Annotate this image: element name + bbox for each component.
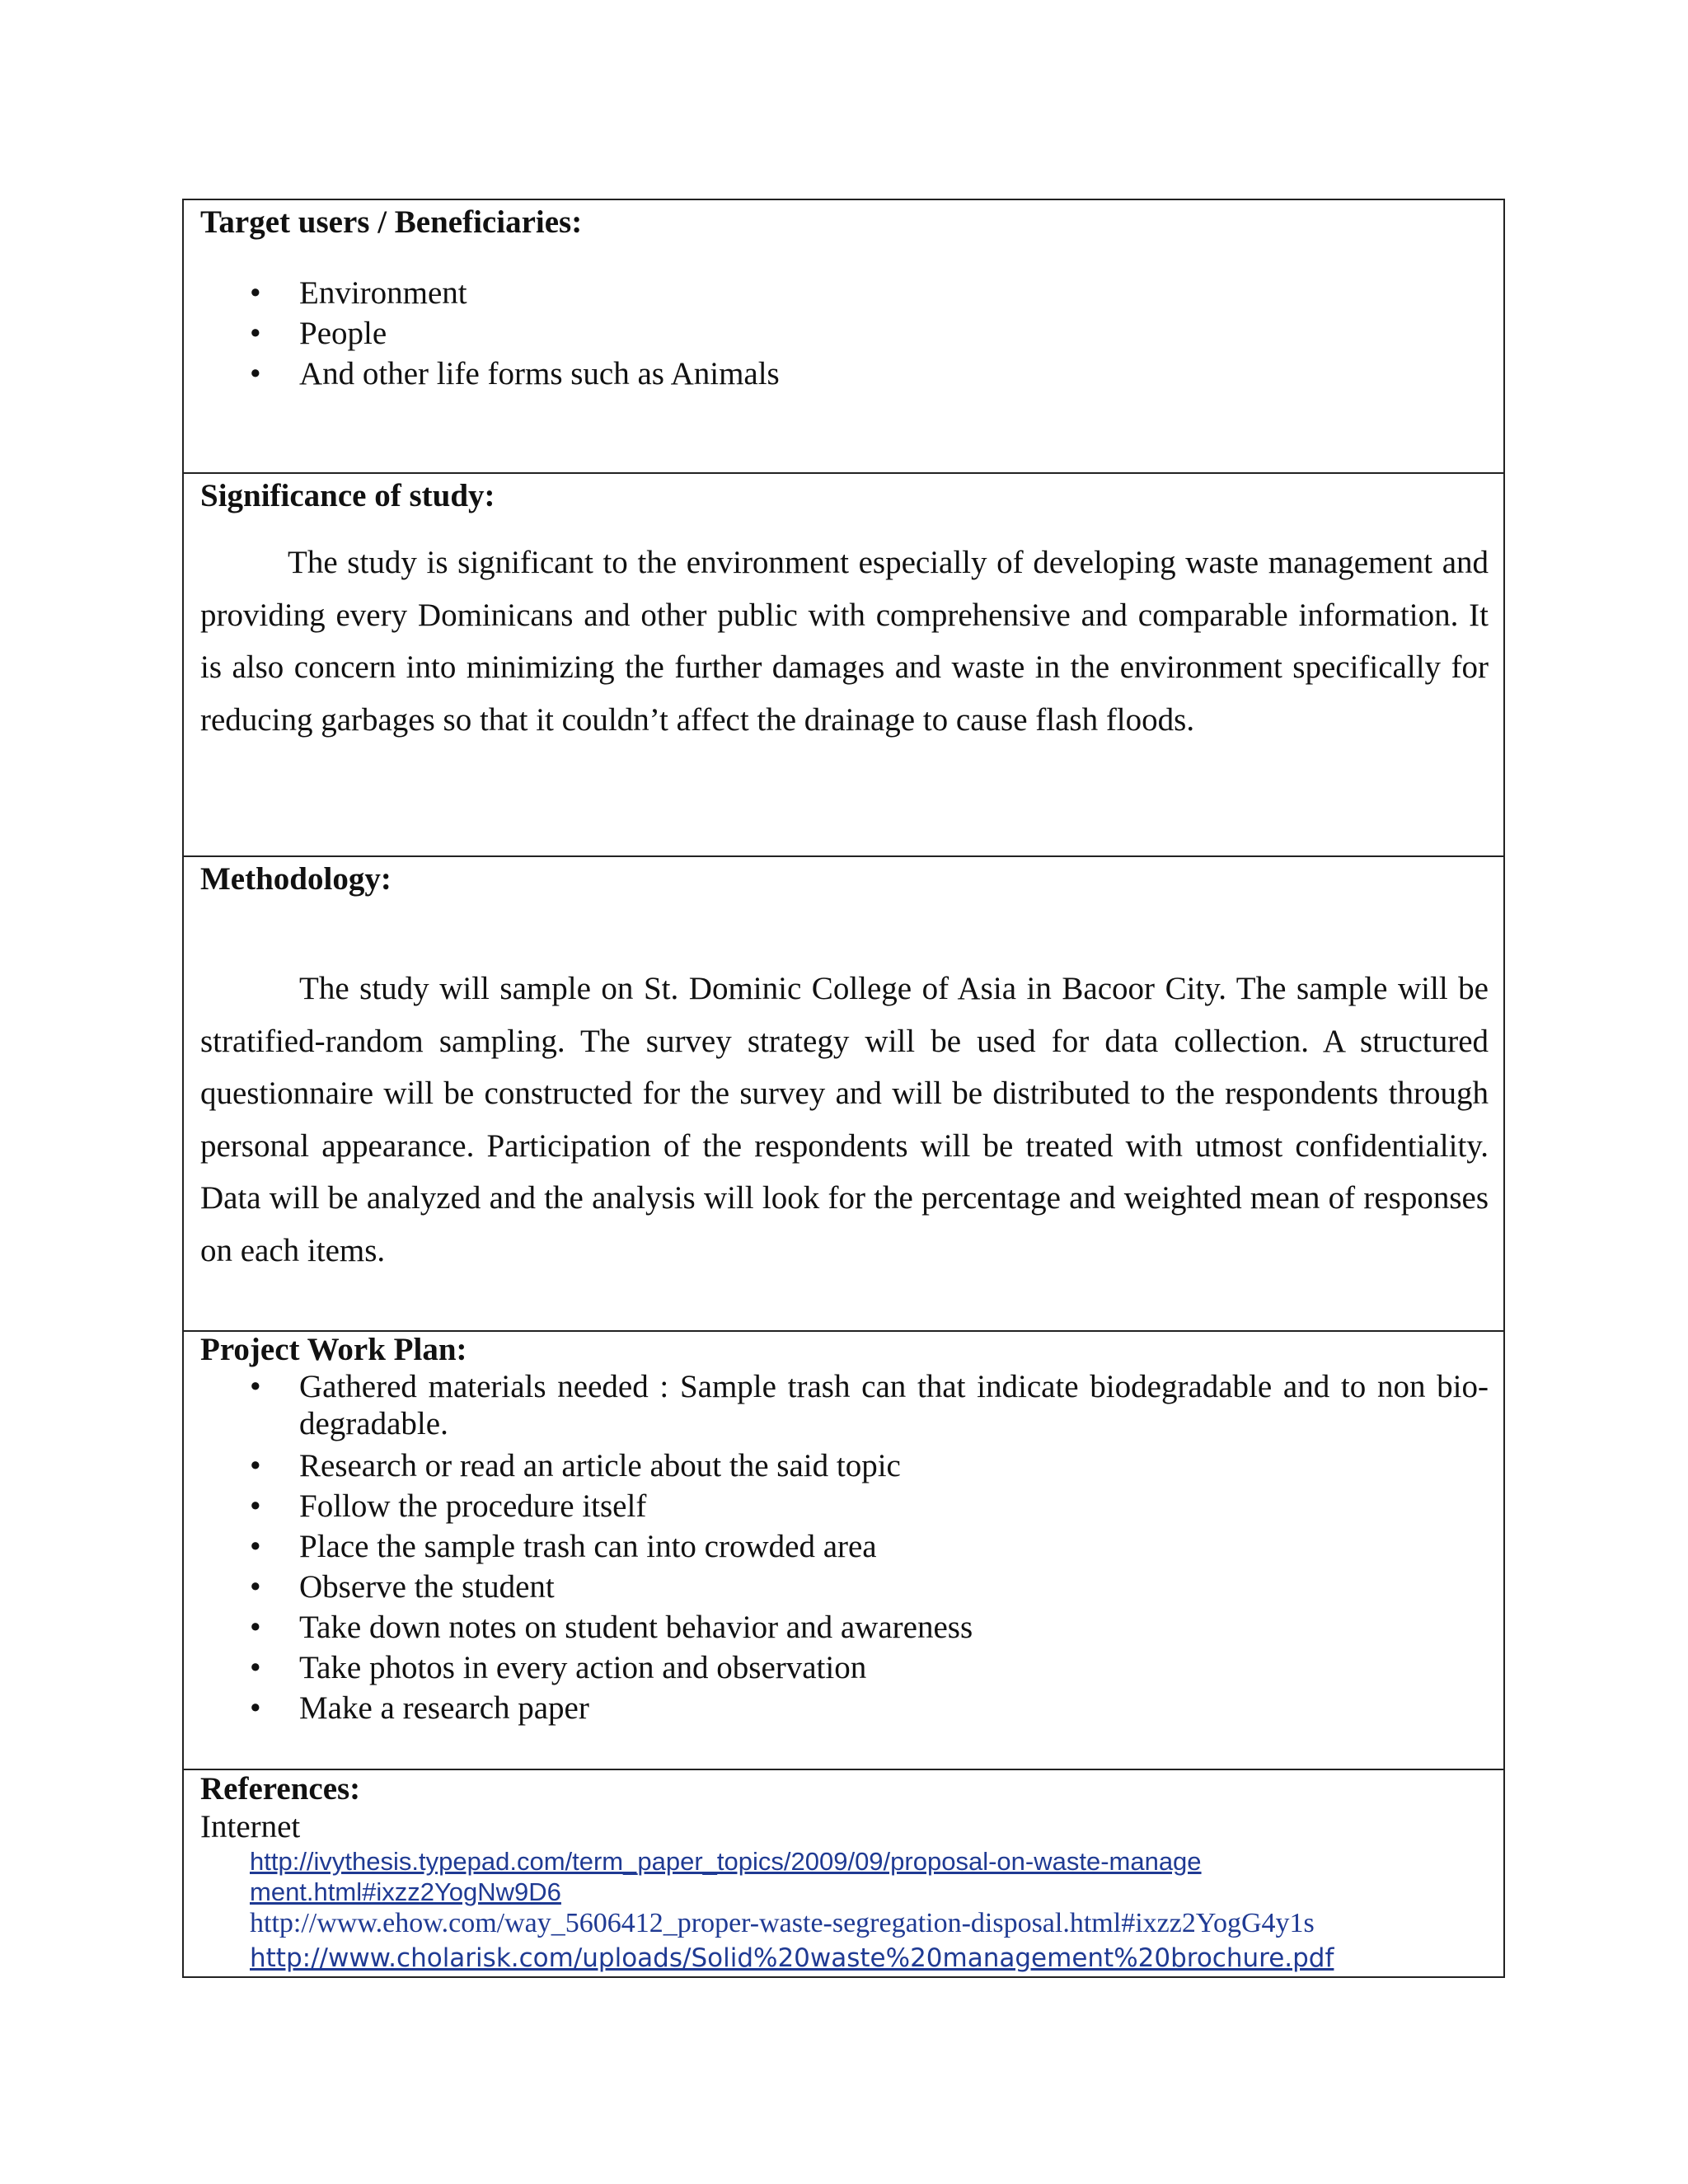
significance-row (183, 473, 1504, 856)
references-subtitle: Internet (200, 1809, 301, 1844)
work-plan-cell (183, 1331, 1504, 1769)
work-plan-row (183, 1331, 1504, 1769)
references-title: References: (200, 1771, 361, 1807)
list-item: • Follow the procedure itself (200, 1486, 1489, 1526)
target-users-title: Target users / Beneficiaries: (200, 204, 583, 240)
list-item: • Gathered materials needed : Sample trash can that indicate biodegradable and to non bio-degradable. (200, 1368, 1489, 1442)
references-row (183, 1769, 1504, 1977)
list-item: • Place the sample trash can into crowded area (200, 1526, 1489, 1567)
work-plan-title: Project Work Plan: (200, 1332, 467, 1367)
proposal-table (182, 199, 1505, 1978)
list-item: • Research or read an article about the said topic (200, 1446, 1489, 1486)
methodology-row (183, 856, 1504, 1331)
significance-paragraph: The study is significant to the environment especially of developing waste management and providing every Dominicans and other public with comprehensive and comparable information. It is also concern into minimizing the further damages and waste in the environment specifically for reducing garbages so that it couldn’t affect the drainage to cause flash floods. (200, 545, 1489, 738)
list-item: • Take photos in every action and observation (200, 1647, 1489, 1688)
methodology-title: Methodology: (200, 861, 392, 897)
reference-link[interactable]: http://ivythesis.typepad.com/term_paper_topics/2009/09/proposal-on-waste-management.html#ixzz2YogNw9D6 (250, 1847, 1202, 1906)
work-plan-list (200, 1368, 1489, 1728)
references-list (200, 1846, 1489, 1976)
significance-cell (183, 473, 1504, 856)
reference-link[interactable]: http://www.cholarisk.com/uploads/Solid%20waste%20management%20brochure.pdf (250, 1943, 1334, 1973)
list-item: • Environment (200, 273, 1489, 313)
list-item: • Take down notes on student behavior and awareness (200, 1607, 1489, 1647)
list-item: • People (200, 313, 1489, 354)
list-item: • Observe the student (200, 1567, 1489, 1607)
methodology-cell (183, 856, 1504, 1331)
target-users-list (200, 273, 1489, 394)
list-item: • Make a research paper (200, 1688, 1489, 1728)
target-users-cell (183, 199, 1504, 473)
list-item: • And other life forms such as Animals (200, 354, 1489, 394)
references-cell (183, 1769, 1504, 1977)
significance-title: Significance of study: (200, 478, 495, 513)
methodology-paragraph: The study will sample on St. Dominic College of Asia in Bacoor City. The sample will be stratified-random sampling. The survey strategy will be used for data collection. A structured questionnaire will be constructed for the survey and will be distributed to the respondents through personal appearance. Participation of the respondents will be treated with utmost confidentiality. Data will be analyzed and the analysis will look for the percentage and weighted mean of responses on each items. (200, 971, 1489, 1268)
target-users-row (183, 199, 1504, 473)
reference-link[interactable]: http://www.ehow.com/way_5606412_proper-waste-segregation-disposal.html#ixzz2YogG4y1s (250, 1908, 1315, 1938)
